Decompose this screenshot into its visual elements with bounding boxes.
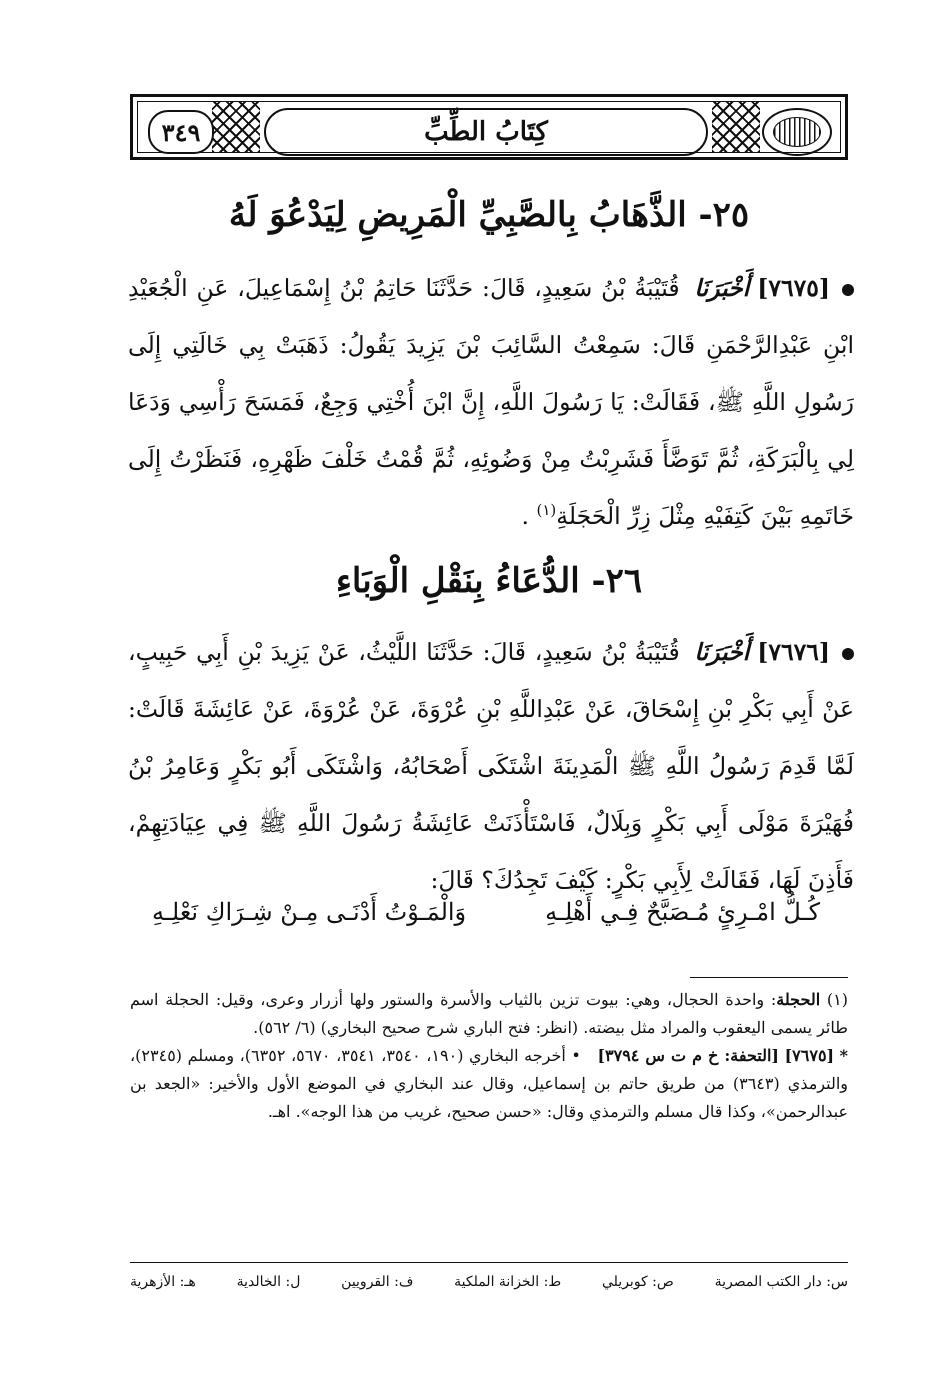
akhbarana-word: أَخْبَرَنَا <box>694 274 750 302</box>
poetry-verse <box>130 882 848 942</box>
hadith-text: قُتَيْبَةُ بْنُ سَعِيدٍ، قَالَ: حَدَّثَنَا اللَّيْثُ، عَنْ يَزِيدَ بْنِ أَبِي حَبِيبٍ، عَنْ أَبِي بَكْرِ بْنِ إِسْحَاقَ، عَنْ عَبْدِاللَّهِ بْنِ عُرْوَةَ، عَنْ عُرْوَةَ، عَنْ عَائِشَةَ قَالَتْ: لَمَّا قَدِمَ رَسُولُ اللَّهِ ﷺ الْمَدِينَةَ اشْتَكَى أَصْحَابُهُ، وَاشْتَكَى أَبُو بَكْرٍ وَعَامِرُ بْنُ فُهَيْرَةَ مَوْلَى أَبِي بَكْرٍ وَبِلَالٌ، فَاسْتَأْذَنَتْ عَائِشَةُ رَسُولَ اللَّهِ ﷺ فِي عِيَادَتِهِمْ، فَأَذِنَ لَهَا، فَقَالَتْ لِأَبِي بَكْرٍ: كَيْفَ تَجِدُكَ؟ قَالَ: <box>128 638 854 894</box>
hadith-text: قُتَيْبَةُ بْنُ سَعِيدٍ، قَالَ: حَدَّثَنَا حَاتِمُ بْنُ إِسْمَاعِيلَ، عَنِ الْجُعَيْدِ ابْنِ عَبْدِالرَّحْمَنِ قَالَ: سَمِعْتُ السَّائِبَ بْنَ يَزِيدَ يَقُولُ: ذَهَبَتْ بِي خَالَتِي إِلَى رَسُولِ اللَّهِ ﷺ، فَقَالَتْ: يَا رَسُولَ اللَّهِ، إِنَّ ابْنَ أُخْتِي وَجِعٌ، فَمَسَحَ رَأْسِي وَدَعَا لِي بِالْبَرَكَةِ، ثُمَّ تَوَضَّأَ فَشَرِبْتُ مِنْ وَضُوئِهِ، ثُمَّ قُمْتُ خَلْفَ ظَهْرِهِ، فَنَظَرْتُ إِلَى خَاتَمِهِ بَيْنَ كَتِفَيْهِ مِثْلَ زِرِّ الْحَجَلَةِ <box>128 274 854 530</box>
hadith-entry-7675 <box>128 260 854 545</box>
legend-item: س: دار الكتب المصرية <box>714 1274 848 1290</box>
emblem-calligraphy <box>773 117 821 147</box>
manuscript-legend <box>130 1268 848 1296</box>
ornament-band-left <box>212 102 260 152</box>
verse-second-hemistich: وَالْمَـوْتُ أَدْنَـى مِـنْ شِـرَاكِ نَعْلِـهِ <box>152 898 467 926</box>
footnote-number: (١) <box>826 990 848 1009</box>
hadith-text-end: . <box>521 502 537 530</box>
legend-item: هـ: الأزهرية <box>130 1274 196 1290</box>
page-header <box>130 94 848 160</box>
legend-item: ف: القرويين <box>341 1274 414 1290</box>
takhrij-star-icon: * <box>839 1046 849 1065</box>
akhbarana-word: أَخْبَرَنَا <box>694 638 750 666</box>
page-number: ٣٤٩ <box>148 110 214 154</box>
ornament-band-right <box>712 102 760 152</box>
entry-number: [٧٦٧٥] <box>757 274 830 302</box>
footer-divider <box>130 1262 848 1263</box>
takhrij-note <box>130 1042 848 1126</box>
bullet-icon <box>842 284 854 296</box>
takhrij-tuhfa-ref: [التحفة: خ م ت س ٣٧٩٤] <box>597 1046 780 1065</box>
footnotes <box>130 986 848 1126</box>
footnote-1 <box>130 986 848 1042</box>
footnote-marker: (١) <box>536 501 557 520</box>
publisher-emblem-icon <box>762 108 832 156</box>
footnote-divider <box>690 977 848 978</box>
verse-first-hemistich: كُـلُّ امْـرِئٍ مُـصَبَّحٌ فِـي أَهْلِـهِ <box>545 898 820 926</box>
entry-number: [٧٦٧٦] <box>757 638 830 666</box>
section-heading-25: ٢٥- الذَّهَابُ بِالصَّبِيِّ الْمَرِيضِ لِيَدْعُوَ لَهُ <box>228 195 750 235</box>
footnote-text: : واحدة الحجال، وهي: بيوت تزين بالثياب والأسرة والستور ولها أزرار وعرى، وقيل: الحجلة اسم طائر يسمى اليعقوب والمراد مثل بيضته. (انظر: فتح الباري شرح صحيح البخاري) (٦/ ٥٦٢). <box>130 990 848 1037</box>
hadith-entry-7676 <box>128 624 854 909</box>
takhrij-bullet-icon: • <box>571 1046 581 1065</box>
header-frame <box>137 101 841 153</box>
section-heading-26: ٢٦- الدُّعَاءُ بِنَقْلِ الْوَبَاءِ <box>335 561 643 601</box>
takhrij-text: أخرجه البخاري (١٩٠، ٣٥٤٠، ٣٥٤١، ٥٦٧٠، ٦٣٥٢)، ومسلم (٢٣٤٥)، والترمذي (٣٦٤٣) من طريق حاتم بن إسماعيل، وقال عند البخاري في الموضع الأول والأخير: «الجعد بن عبدالرحمن»، وكذا قال مسلم والترمذي وقال: «حسن صحيح، غريب من هذا الوجه». اهـ. <box>130 1046 849 1121</box>
legend-item: ص: كوبريلي <box>602 1274 674 1290</box>
legend-item: ل: الخالدية <box>236 1274 301 1290</box>
footnote-term: الحجلة <box>776 990 821 1009</box>
book-title: كِتَابُ الطِّبِّ <box>264 108 708 156</box>
takhrij-entry-number: [٧٦٧٥] <box>784 1046 835 1065</box>
bullet-icon <box>842 648 854 660</box>
legend-item: ط: الخزانة الملكية <box>454 1274 562 1290</box>
